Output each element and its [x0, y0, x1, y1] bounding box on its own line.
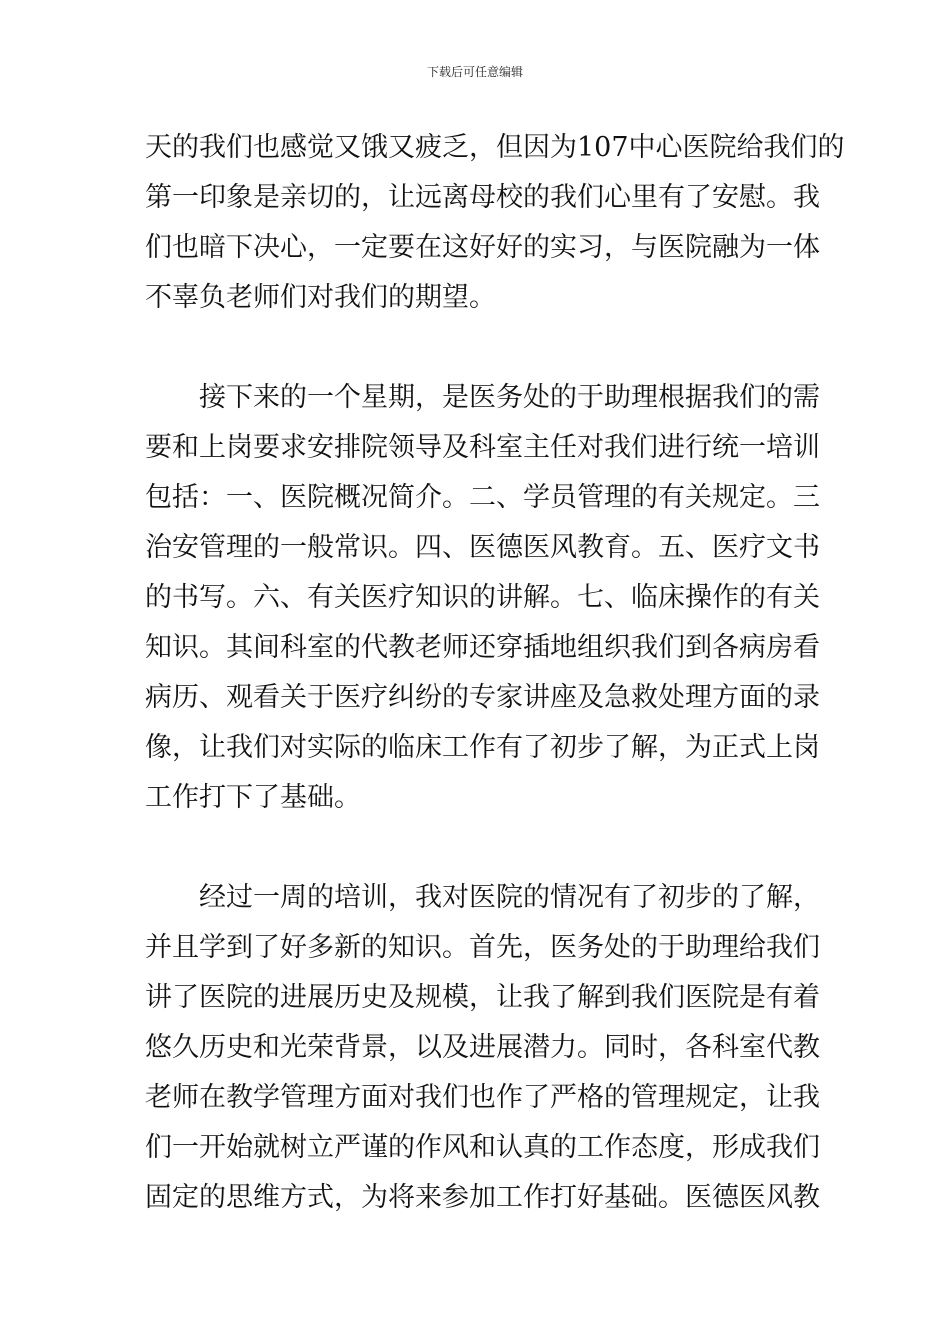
text-line: 讲了医院的进展历史及规模，让我了解到我们医院是有着	[145, 982, 820, 1013]
text-line: 治安管理的一般常识。四、医德医风教育。五、医疗文书	[145, 532, 820, 563]
text-line: 经过一周的培训，我对医院的情况有了初步的了解，	[145, 882, 820, 913]
text-line: 的书写。六、有关医疗知识的讲解。七、临床操作的有关	[145, 582, 820, 613]
text-line: 天的我们也感觉又饿又疲乏，但因为107中心医院给我们的	[145, 132, 845, 163]
text-line: 固定的思维方式，为将来参加工作打好基础。医德医风教	[145, 1182, 820, 1213]
text-line: 病历、观看关于医疗纠纷的专家讲座及急救处理方面的录	[145, 682, 820, 713]
text-line: 并且学到了好多新的知识。首先，医务处的于助理给我们	[145, 932, 820, 963]
text-line: 第一印象是亲切的，让远离母校的我们心里有了安慰。我	[145, 182, 820, 213]
paragraph-1	[145, 123, 845, 323]
text-line: 们也暗下决心，一定要在这好好的实习，与医院融为一体	[145, 232, 820, 263]
text-line: 工作打下了基础。	[145, 782, 361, 813]
page-header: 下载后可任意编辑	[426, 65, 523, 79]
paragraph-3	[145, 873, 820, 1223]
text-line: 知识。其间科室的代教老师还穿插地组织我们到各病房看	[145, 632, 820, 663]
text-line: 悠久历史和光荣背景，以及进展潜力。同时，各科室代教	[145, 1032, 820, 1063]
text-line: 像，让我们对实际的临床工作有了初步了解，为正式上岗	[145, 732, 820, 763]
text-line: 要和上岗要求安排院领导及科室主任对我们进行统一培训	[145, 432, 820, 463]
text-line: 们一开始就树立严谨的作风和认真的工作态度，形成我们	[145, 1132, 820, 1163]
text-line: 接下来的一个星期，是医务处的于助理根据我们的需	[145, 382, 820, 413]
text-line: 包括：一、医院概况简介。二、学员管理的有关规定。三	[145, 482, 820, 513]
text-line: 老师在教学管理方面对我们也作了严格的管理规定，让我	[145, 1082, 820, 1113]
text-line: 不辜负老师们对我们的期望。	[145, 282, 496, 313]
paragraph-2	[145, 373, 820, 823]
